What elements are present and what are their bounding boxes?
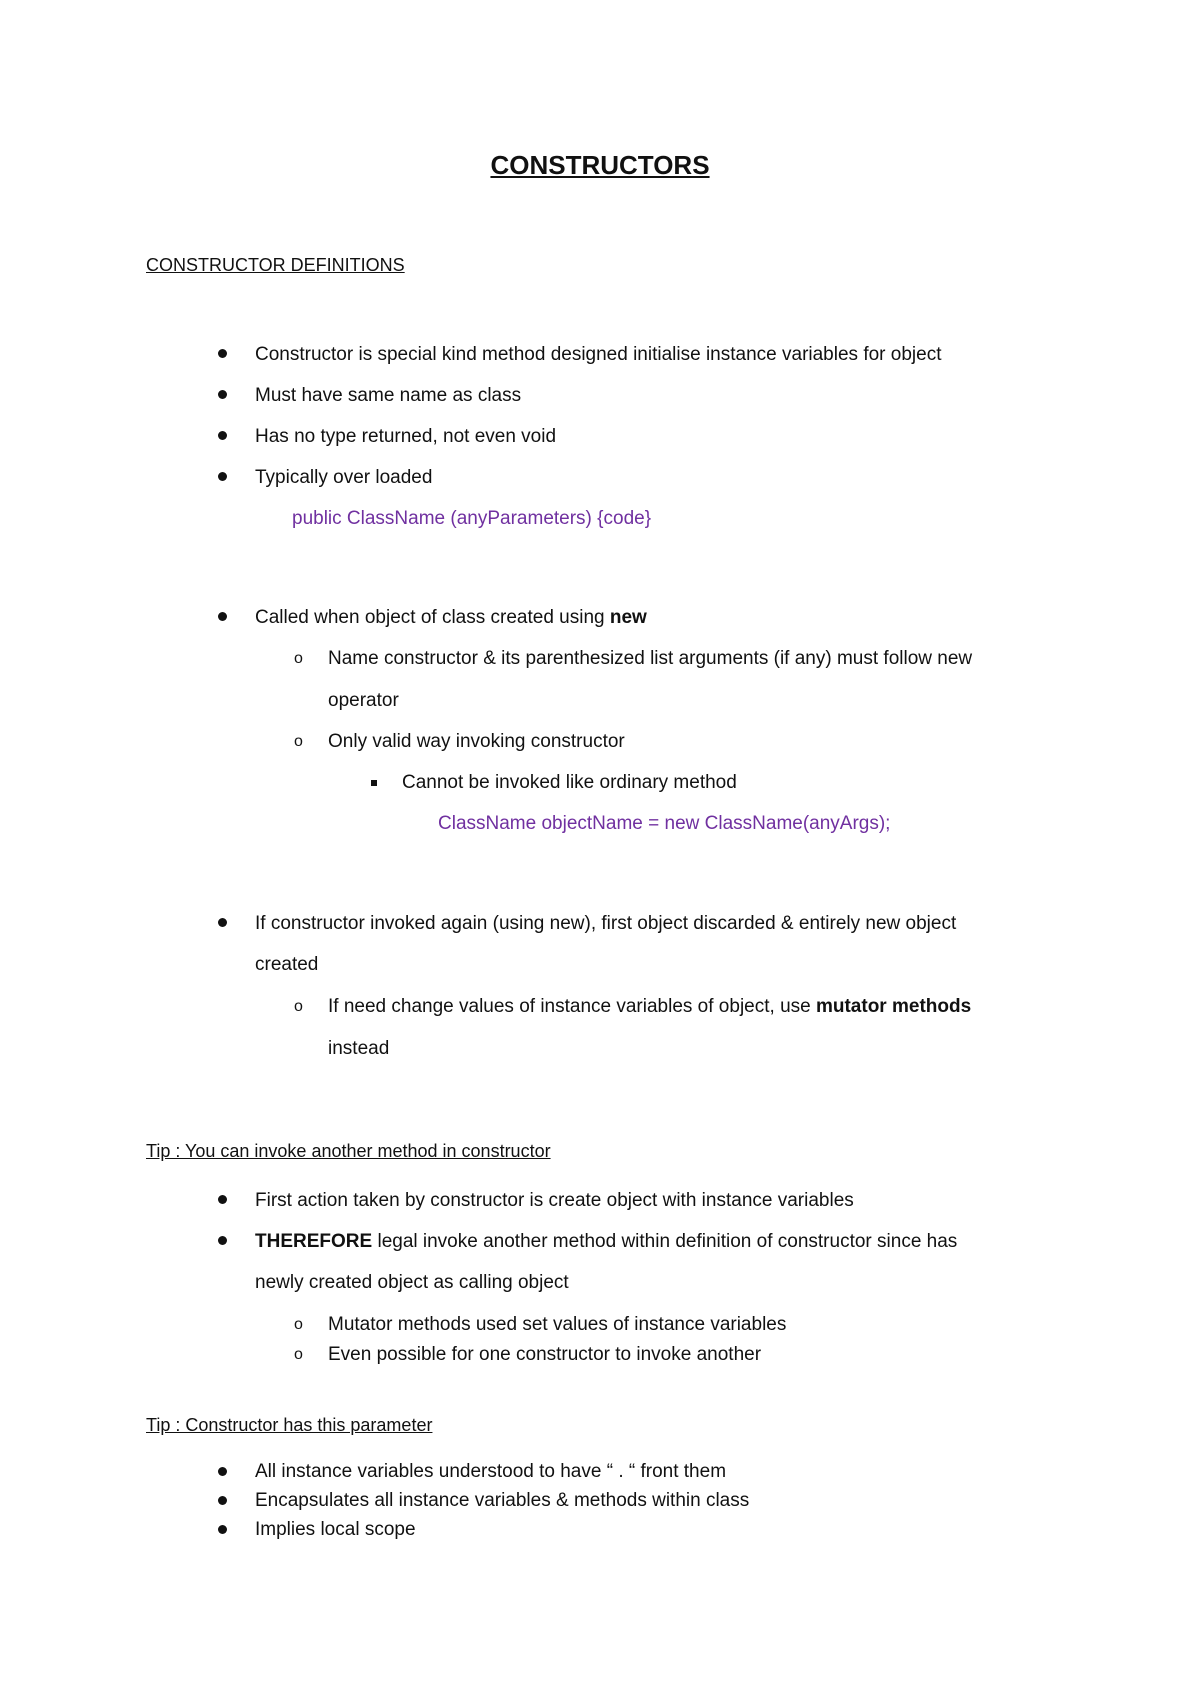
therefore-text: legal invoke another method within definition of constructor since has [372,1231,958,1252]
list-item: Implies local scope [255,1519,416,1540]
section-heading-tip-this: Tip : Constructor has this parameter [146,1415,433,1435]
circle-bullet-icon: o [294,1346,303,1363]
bullet-icon [218,918,227,927]
bullet-icon [218,612,227,621]
circle-bullet-icon: o [294,733,303,750]
bullet-icon [218,1195,227,1204]
sub-sub-list-item: Cannot be invoked like ordinary method [402,772,737,793]
bullet-icon [218,349,227,358]
bullet-icon [218,1236,227,1245]
bullet-icon [218,1525,227,1534]
sub-list-item [328,996,971,1018]
sub-list-item: Name constructor & its parenthesized list arguments (if any) must follow new [328,648,973,669]
sub-list-item: Even possible for one constructor to invoke another [328,1344,762,1365]
code-sample-constructor: public ClassName (anyParameters) {code} [292,508,652,529]
code-sample-instantiation: ClassName objectName = new ClassName(anyArgs); [438,813,891,834]
list-item: Has no type returned, not even void [255,426,557,447]
bullet-icon [218,390,227,399]
page-title: CONSTRUCTORS [490,150,710,180]
list-item: Encapsulates all instance variables & methods within class [255,1490,750,1511]
bullet-icon [218,431,227,440]
list-item: Constructor is special kind method designed initialise instance variables for object [255,344,942,365]
bullet-icon [218,1496,227,1505]
list-item [255,1231,957,1253]
circle-bullet-icon: o [294,1316,303,1333]
mutator-text: If need change values of instance variables of object, use [328,996,816,1017]
list-item-continuation: newly created object as calling object [255,1272,569,1293]
circle-bullet-icon: o [294,650,303,667]
list-item: Must have same name as class [255,385,522,406]
list-item: First action taken by constructor is create object with instance variables [255,1190,854,1211]
therefore-bold: THEREFORE [255,1231,373,1252]
list-item: If constructor invoked again (using new), first object discarded & entirely new object [255,913,957,934]
list-item: All instance variables understood to have “ . “ front them [255,1461,727,1482]
circle-bullet-icon: o [294,998,303,1015]
bullet-icon [218,472,227,481]
bullet-icon [218,1467,227,1476]
sub-list-item-continuation: operator [328,690,399,711]
sub-list-item-continuation: instead [328,1038,390,1059]
mutator-bold: mutator methods [815,996,972,1017]
called-bold: new [609,607,647,628]
sub-list-item: Only valid way invoking constructor [328,731,625,752]
called-text: Called when object of class created using [255,607,610,628]
section-heading-definitions: CONSTRUCTOR DEFINITIONS [146,255,405,275]
square-bullet-icon [371,780,377,786]
list-item-continuation: created [255,954,319,975]
list-item [255,607,647,629]
sub-list-item: Mutator methods used set values of instance variables [328,1314,787,1335]
list-item: Typically over loaded [255,467,433,488]
section-heading-tip-invoke: Tip : You can invoke another method in constructor [146,1141,551,1161]
